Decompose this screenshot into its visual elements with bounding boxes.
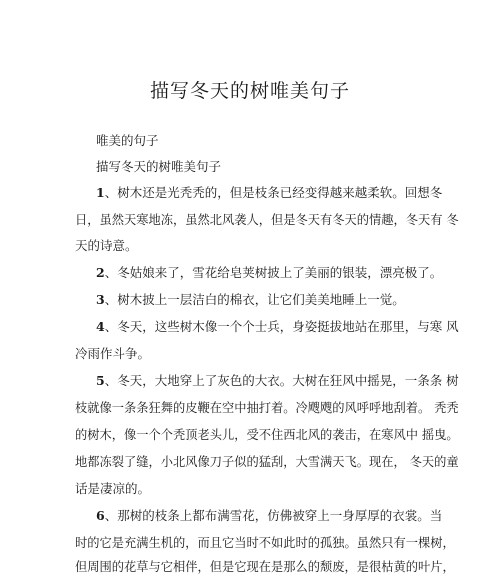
paragraph-line: 的树木，像一个个秃顶老头儿，受不住西北风的袭击，在寒风中 摇曳。	[75, 428, 459, 442]
subheading-1: 唯美的句子	[96, 133, 159, 148]
item-number: 2	[96, 265, 105, 280]
item-number: 1	[96, 185, 105, 200]
paragraph-line: 5、冬天，大地穿上了灰色的大衣。大树在狂风中摇晃，一条条 树	[96, 373, 459, 388]
paragraph-line: 地都冻裂了缝，小北风像刀子似的猛刮，大雪满天飞。现在， 冬天的童	[75, 455, 459, 469]
paragraph-line: 但周围的花草与它相伴，但是它现在是那么的颓废，是很枯黄的叶片，	[75, 560, 455, 574]
paragraph-line: 枝就像一条条狂舞的皮鞭在空中抽打着。冷飕飕的风呼呼地刮着。 秃秃	[75, 401, 459, 415]
paragraph-line: 话是凄凉的。	[75, 481, 151, 496]
paragraph-line: 2、冬姑娘来了，雪花给皂荚树披上了美丽的银装，漂亮极了。	[96, 265, 443, 280]
page-title: 描写冬天的树唯美句子	[149, 80, 350, 102]
item-number: 5	[96, 373, 105, 388]
paragraph-line: 3、树木披上一层洁白的棉衣，让它们美美地睡上一觉。	[96, 292, 405, 307]
paragraph-line: 4、冬天，这些树木像一个个士兵，身姿挺拔地站在那里，与寒 风	[96, 319, 459, 334]
paragraph-line: 6、那树的枝条上都布满雪花，仿佛被穿上一身厚厚的衣裳。当	[96, 508, 443, 523]
item-number: 4	[96, 319, 105, 334]
paragraph-line: 日，虽然天寒地冻，虽然北风袭人，但是冬天有冬天的情趣，冬天有 冬	[75, 213, 459, 227]
paragraph-line: 1、树木还是光秃秃的，但是枝条已经变得越来越柔软。回想冬	[96, 185, 443, 200]
item-number: 3	[96, 292, 105, 307]
subheading-2: 描写冬天的树唯美句子	[96, 159, 222, 174]
paragraph-line: 时的它是充满生机的，而且它当时不如此时的孤独。虽然只有一棵树，	[75, 536, 455, 550]
paragraph-line: 天的诗意。	[75, 238, 138, 253]
paragraph-line: 冷雨作斗争。	[75, 346, 151, 361]
item-number: 6	[96, 508, 105, 523]
